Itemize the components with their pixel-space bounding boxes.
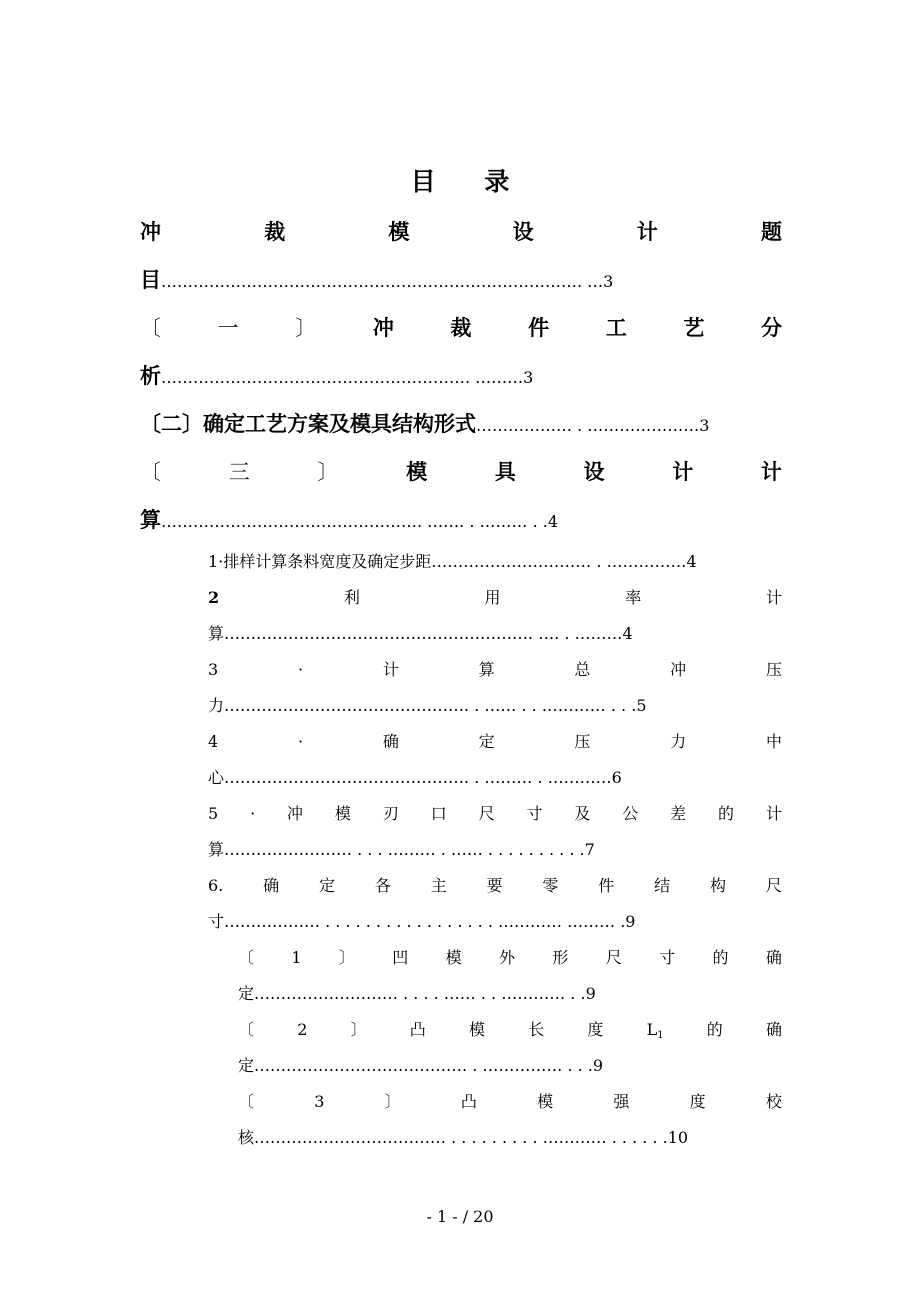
char: 寸 xyxy=(526,804,543,823)
page-number: 4 xyxy=(547,512,559,531)
char: 模 xyxy=(537,1092,554,1111)
char: · xyxy=(297,660,304,679)
char: 凹 xyxy=(392,948,409,967)
char: 构 xyxy=(709,876,726,895)
page-number: 9 xyxy=(625,912,636,931)
char: 件 xyxy=(598,876,615,895)
char: 〔 xyxy=(140,316,161,340)
char: 总 xyxy=(574,660,591,679)
char: 工 xyxy=(605,315,627,340)
leader-dots: …………………………………………. ……. . ……… . . xyxy=(161,512,548,531)
char: 设 xyxy=(583,459,605,484)
page-number: 9 xyxy=(592,1056,604,1075)
char: 凸 xyxy=(409,1020,426,1039)
leader-dots: …………………………………………………. …. . ……… xyxy=(224,624,623,643)
toc-sub-4-line1[interactable] xyxy=(208,724,782,760)
char: 三 xyxy=(228,460,250,484)
char: 度 xyxy=(587,1020,604,1039)
char: 长 xyxy=(528,1020,545,1039)
char: 〕 xyxy=(295,316,317,340)
char: 3 xyxy=(208,660,219,679)
entry-lead: 核 xyxy=(238,1128,255,1147)
entry-lead: 算 xyxy=(208,840,225,859)
char: · xyxy=(297,732,304,751)
toc-sub-6-1-line1[interactable] xyxy=(238,940,782,976)
char: 计 xyxy=(672,459,694,484)
leader-dots: ………………………………………. . …… . . ………… . . . xyxy=(224,696,637,715)
page-number: 9 xyxy=(585,984,596,1003)
entry-lead: 寸 xyxy=(208,912,225,931)
char: 计 xyxy=(765,588,782,607)
char: 模 xyxy=(406,459,428,484)
char: 力 xyxy=(670,732,687,751)
char: 尺 xyxy=(765,876,782,895)
char: 裁 xyxy=(264,219,286,244)
toc-sub-6-2-line1[interactable] xyxy=(238,1012,782,1048)
char: 主 xyxy=(430,876,447,895)
char: 题 xyxy=(760,219,782,244)
char: 冲 xyxy=(140,219,161,244)
toc-entry-1-line1[interactable] xyxy=(140,310,782,346)
char: 压 xyxy=(765,660,782,679)
toc-sub-6-3-line2[interactable] xyxy=(238,1120,782,1156)
char: 确 xyxy=(382,732,399,751)
toc-entry-1-line2[interactable] xyxy=(140,358,782,394)
entry-lead: 目 xyxy=(140,267,161,292)
char: 冲 xyxy=(287,804,304,823)
leader-dots: ……………………………………………………………………. … xyxy=(161,272,604,291)
char: 2 xyxy=(208,588,220,607)
char: 结 xyxy=(654,876,671,895)
toc-sub-3-line1[interactable] xyxy=(208,652,782,688)
toc-entry-title-line2[interactable] xyxy=(140,262,782,298)
leader-dots: …………………… . . . ……… . …… . . . . . . . . . . xyxy=(224,840,585,859)
page-number: 3 xyxy=(603,272,614,291)
char: 〕 xyxy=(317,460,339,484)
toc-sub-5-line1[interactable] xyxy=(208,796,782,832)
char: 定 xyxy=(318,876,335,895)
page-number: 6 xyxy=(611,768,622,787)
char: 率 xyxy=(625,588,642,607)
char: 具 xyxy=(494,459,516,484)
char: 1 xyxy=(291,948,302,967)
entry-lead: 〔二〕确定工艺方案及模具结构形式 xyxy=(140,411,476,436)
char: 各 xyxy=(374,876,391,895)
entry-lead: 析 xyxy=(140,363,161,388)
toc-sub-5-line2[interactable] xyxy=(208,832,782,868)
leader-dots: ………………………………………. . ……… . ………… xyxy=(224,768,612,787)
toc-sub-1[interactable] xyxy=(208,544,782,580)
leader-dots: ……………………… . . . . …… . . ………… . . xyxy=(254,984,586,1003)
char: 校 xyxy=(765,1092,782,1111)
leader-dots: ……………… . . . . . . . . . . . . . . . . . ………… ……… . xyxy=(224,912,626,931)
char: 算 xyxy=(478,660,495,679)
char: 定 xyxy=(478,732,495,751)
char: 强 xyxy=(613,1092,630,1111)
char: 计 xyxy=(636,219,658,244)
entry-lead: 算 xyxy=(208,624,225,643)
char: 中 xyxy=(765,732,782,751)
entry-lead: 1·排样计算条料宽度及确定步距 xyxy=(208,552,432,571)
leader-dots: …………………………………. . …………… . . . xyxy=(254,1056,593,1075)
char: 〔 xyxy=(140,460,161,484)
char: 模 xyxy=(388,219,410,244)
char: · xyxy=(250,804,256,823)
char: 2 xyxy=(297,1020,308,1039)
char: 零 xyxy=(542,876,559,895)
char: 利 xyxy=(343,588,360,607)
char: 计 xyxy=(765,804,782,823)
char: 6. xyxy=(208,876,224,895)
char: 一 xyxy=(217,316,239,340)
char: 确 xyxy=(765,948,782,967)
char: 3 xyxy=(314,1092,325,1111)
char: 件 xyxy=(528,315,550,340)
char: 压 xyxy=(574,732,591,751)
char: 艺 xyxy=(683,315,705,340)
page-number: 3 xyxy=(523,368,534,387)
char: L xyxy=(646,1020,658,1039)
char: 裁 xyxy=(450,315,472,340)
char: 〔 xyxy=(238,948,255,967)
entry-lead: 定 xyxy=(238,984,255,1003)
page-number: 5 xyxy=(636,696,647,715)
char: 〔 xyxy=(238,1092,255,1111)
toc-sub-6-line2[interactable] xyxy=(208,904,782,940)
toc-entry-3-line2[interactable] xyxy=(140,502,782,538)
toc-sub-2-line1[interactable] xyxy=(208,580,782,616)
char: 的 xyxy=(706,1020,723,1039)
leader-dots: ……………… . ………………… xyxy=(476,416,700,435)
char: 模 xyxy=(445,948,462,967)
entry-lead: 定 xyxy=(238,1056,255,1075)
leader-dots: ……………………………… . . . . . . . . . ………… . . . . . . xyxy=(254,1128,668,1147)
char: 设 xyxy=(512,219,534,244)
entry-lead: 力 xyxy=(208,696,225,715)
char: 尺 xyxy=(605,948,622,967)
char: 用 xyxy=(484,588,501,607)
toc-sub-6-3-line1[interactable] xyxy=(238,1084,782,1120)
toc-sub-6-1-line2[interactable] xyxy=(238,976,782,1012)
char: 刃 xyxy=(382,804,399,823)
toc-entry-title-line1[interactable] xyxy=(140,214,782,250)
toc-title: 目 录 xyxy=(410,167,530,196)
entry-lead: 算 xyxy=(140,507,161,532)
char: 尺 xyxy=(478,804,495,823)
char: 口 xyxy=(430,804,447,823)
char: 差 xyxy=(670,804,687,823)
char: 公 xyxy=(622,804,639,823)
char: 确 xyxy=(263,876,280,895)
char: 形 xyxy=(552,948,569,967)
char: 外 xyxy=(499,948,516,967)
char: 分 xyxy=(761,315,782,340)
char: 计 xyxy=(382,660,399,679)
char: 及 xyxy=(574,804,591,823)
subscript: 1 xyxy=(657,1030,664,1041)
toc-sub-4-line2[interactable] xyxy=(208,760,782,796)
toc-entry-2[interactable] xyxy=(140,406,782,442)
char: 度 xyxy=(689,1092,706,1111)
char: 〔 xyxy=(238,1020,255,1039)
char: 寸 xyxy=(659,948,676,967)
toc-entry-3-line1[interactable] xyxy=(140,454,782,490)
leader-dots: ………………………… . …………… xyxy=(431,552,687,571)
char: 确 xyxy=(765,1020,782,1039)
char-with-subscript xyxy=(647,1012,664,1048)
char: 冲 xyxy=(670,660,687,679)
toc-sub-2-line2[interactable] xyxy=(208,616,782,652)
toc-sub-3-line2[interactable] xyxy=(208,688,782,724)
page-number: 3 xyxy=(699,416,710,435)
toc-sub-6-2-line2[interactable] xyxy=(238,1048,782,1084)
char: 〕 xyxy=(384,1092,401,1111)
char: 计 xyxy=(760,459,782,484)
toc-sub-6-line1[interactable] xyxy=(208,868,782,904)
leader-dots: …………………………………………………. ……… xyxy=(161,368,524,387)
page-number: 4 xyxy=(686,552,697,571)
char: 冲 xyxy=(372,315,394,340)
char: 5 xyxy=(208,804,219,823)
char: 模 xyxy=(334,804,351,823)
char: 的 xyxy=(712,948,729,967)
char: 的 xyxy=(718,804,735,823)
char: 〕 xyxy=(338,948,355,967)
page-number: 4 xyxy=(622,624,633,643)
page-number: 10 xyxy=(667,1128,689,1147)
char: 要 xyxy=(486,876,503,895)
char: 凸 xyxy=(460,1092,477,1111)
char: 〕 xyxy=(350,1020,367,1039)
page-number: 7 xyxy=(584,840,595,859)
page-footer: - 1 - / 20 xyxy=(426,1207,494,1226)
entry-lead: 心 xyxy=(208,768,225,787)
char: 4 xyxy=(208,732,219,751)
char: 模 xyxy=(468,1020,485,1039)
